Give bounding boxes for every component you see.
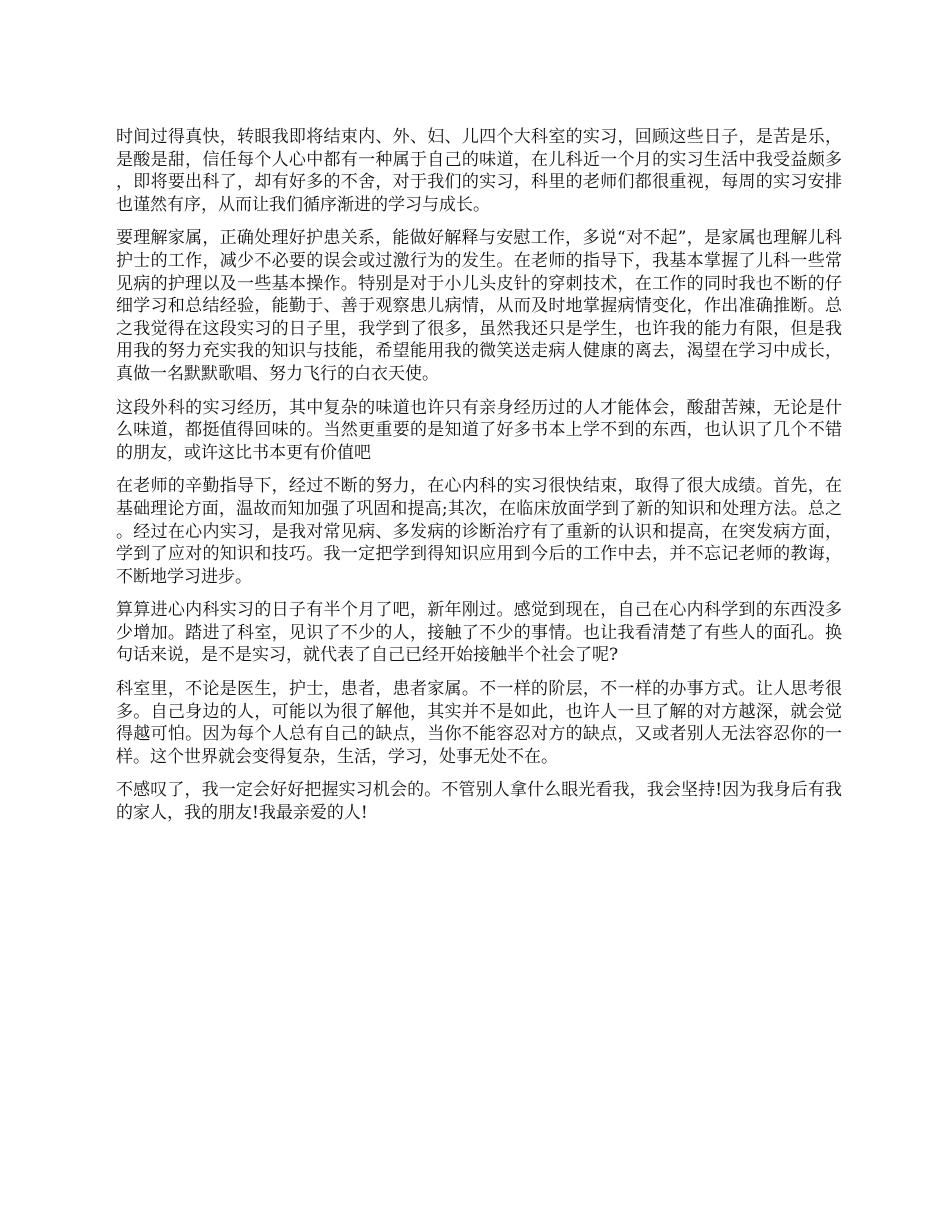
paragraph-1: 时间过得真快，转眼我即将结束内、外、妇、儿四个大科室的实习，回顾这些日子，是苦是乐，是酸是甜，信任每个人心中都有一种属于自己的味道，在儿科近一个月的实习生活中我受益颇多，即将要出科了，却有好多的不舍，对于我们的实习，科里的老师们都很重视，每周的实习安排也谨然有序，从而让我们循序渐进的学习与成长。	[116, 127, 842, 215]
paragraph-2: 要理解家属，正确处理好护患关系，能做好解释与安慰工作，多说“对不起”，是家属也理解儿科护士的工作，减少不必要的误会或过激行为的发生。在老师的指导下，我基本掌握了儿科一些常见病的护理以及一些基本操作。特别是对于小儿头皮针的穿刺技术，在工作的同时我也不断的仔细学习和总结经验，能勤于、善于观察患儿病情，从而及时地掌握病情变化，作出准确推断。总之我觉得在这段实习的日子里，我学到了很多，虽然我还只是学生，也许我的能力有限，但是我用我的努力充实我的知识与技能，希望能用我的微笑送走病人健康的离去，渴望在学习中成长，真做一名默默歌唱、努力飞行的白衣天使。	[116, 228, 842, 384]
paragraph-7: 不感叹了，我一定会好好把握实习机会的。不管别人拿什么眼光看我，我会坚持!因为我身后有我的家人，我的朋友!我最亲爱的人!	[116, 780, 842, 824]
paragraph-4: 在老师的辛勤指导下，经过不断的努力，在心内科的实习很快结束，取得了很大成绩。首先，在基础理论方面，温故而知加强了巩固和提高;其次，在临床放面学到了新的知识和处理方法。总之。经过在心内实习，是我对常见病、多发病的诊断治疗有了重新的认识和提高，在突发病方面，学到了应对的知识和技巧。我一定把学到得知识应用到今后的工作中去，并不忘记老师的教诲，不断地学习进步。	[116, 476, 842, 587]
paragraph-5: 算算进心内科实习的日子有半个月了吧，新年刚过。感觉到现在，自己在心内科学到的东西没多少增加。踏进了科室，见识了不少的人，接触了不少的事情。也让我看清楚了有些人的面孔。换句话来说，是不是实习，就代表了自己已经开始接触半个社会了呢?	[116, 600, 842, 666]
paragraph-6: 科室里，不论是医生，护士，患者，患者家属。不一样的阶层，不一样的办事方式。让人思考很多。自己身边的人，可能以为很了解他，其实并不是如此，也许人一旦了解的对方越深，就会觉得越可怕。因为每个人总有自己的缺点，当你不能容忍对方的缺点，又或者别人无法容忍你的一样。这个世界就会变得复杂，生活，学习，处事无处不在。	[116, 679, 842, 767]
paragraph-3: 这段外科的实习经历，其中复杂的味道也许只有亲身经历过的人才能体会，酸甜苦辣，无论是什么味道，都挺值得回味的。当然更重要的是知道了好多书本上学不到的东西，也认识了几个不错的朋友，或许这比书本更有价值吧	[116, 397, 842, 463]
document-page	[116, 126, 842, 836]
